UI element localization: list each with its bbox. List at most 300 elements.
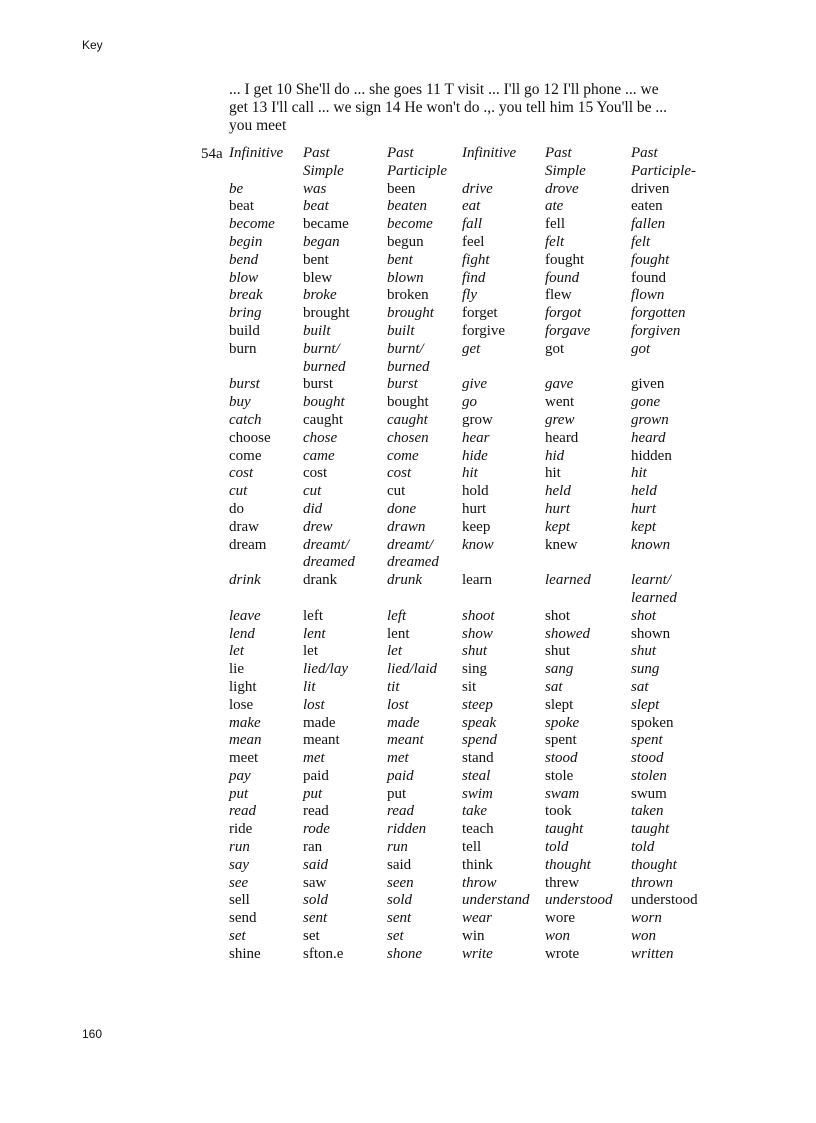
verb-form-cell [545,892,631,910]
verb-form-cell [462,465,545,483]
verb-form-cell [545,198,631,216]
verb-form-cell [545,519,631,537]
cell-line: lost [303,696,325,713]
verb-form-cell [631,448,713,466]
verb-form-cell [387,323,462,341]
verb-form-cell [387,181,462,199]
verb-form-cell [229,483,303,501]
verb-form-cell [303,839,387,857]
cell-line: beat [303,198,329,215]
verb-form-cell [229,465,303,483]
verb-form-cell [545,839,631,857]
verb-form-cell [462,750,545,768]
verb-form-cell [462,715,545,733]
verb-form-cell [462,430,545,448]
verb-form-cell [229,501,303,519]
table-row [229,732,713,750]
verb-form-cell [387,715,462,733]
cell-line: learnt/ [631,572,671,589]
cell-line: find [462,269,486,286]
cell-line: bent [387,251,413,268]
verb-form-cell [545,394,631,412]
verb-form-cell [462,216,545,234]
verb-form-cell [303,412,387,430]
cell-line: hit [462,465,478,482]
cell-line: bought [303,394,345,411]
answer-line: get 13 I'll call ... we sign 14 He won't do .,. you tell him 15 You'll be ... [229,99,668,116]
verb-form-cell [631,323,713,341]
cell-line: feel [462,233,485,250]
cell-line: understood [545,892,613,909]
verb-form-cell [631,679,713,697]
verb-form-cell [387,341,462,377]
verb-form-cell [229,643,303,661]
verb-form-cell [303,857,387,875]
verb-form-cell [631,910,713,928]
table-row [229,305,713,323]
table-row [229,341,713,377]
cell-line: come [387,447,419,464]
verb-form-cell [387,857,462,875]
verb-form-cell [462,198,545,216]
cell-line: meant [387,732,424,749]
verb-form-cell [545,287,631,305]
verb-form-cell [462,608,545,626]
cell-line: Participle- [631,162,696,179]
cell-line: fell [545,216,565,233]
cell-line: forgiven [631,322,681,339]
cell-line: lent [387,625,410,642]
verb-form-cell [462,875,545,893]
verb-form-cell [631,732,713,750]
cell-line: burned [387,358,430,375]
verb-form-cell [229,234,303,252]
verb-form-cell [387,661,462,679]
cell-line: went [545,394,575,411]
verb-form-cell [545,448,631,466]
verb-form-cell [229,892,303,910]
verb-form-cell [303,661,387,679]
verb-form-cell [229,750,303,768]
cell-line: shut [545,643,571,660]
cell-line: learned [631,589,677,606]
verb-form-cell [545,572,631,608]
cell-line: lie [229,661,244,678]
cell-line: took [545,803,572,820]
cell-line: blow [229,269,259,286]
verb-form-cell [229,572,303,608]
cell-line: cut [229,483,248,500]
verb-form-cell [303,198,387,216]
cell-line: forgive [462,322,506,339]
table-row [229,768,713,786]
verb-form-cell [545,323,631,341]
cell-line: think [462,856,493,873]
verb-form-cell [545,430,631,448]
cell-line: shone [387,945,422,962]
verb-form-cell [631,857,713,875]
verb-form-cell [462,821,545,839]
verb-form-cell [462,501,545,519]
cell-line: keep [462,518,491,535]
cell-line: flown [631,287,665,304]
verb-form-cell [545,501,631,519]
cell-line: dreamed [387,554,439,571]
verb-form-cell [462,270,545,288]
verb-form-cell [229,697,303,715]
cell-line: lit [303,678,316,695]
cell-line: understand [462,892,530,909]
verb-form-cell [545,803,631,821]
cell-line: drive [462,180,493,197]
cell-line: stand [462,750,494,767]
verb-form-cell [387,430,462,448]
cell-line: let [387,643,402,660]
verb-form-cell [229,875,303,893]
verb-form-cell [462,448,545,466]
verb-form-cell [387,768,462,786]
cell-line: say [229,856,249,873]
column-header [631,145,713,181]
cell-line: bend [229,251,259,268]
cell-line: Infinitive [229,145,284,161]
verb-form-cell [545,910,631,928]
verb-form-cell [303,252,387,270]
cell-line: met [303,750,325,767]
verb-form-cell [229,626,303,644]
cell-line: paid [303,767,329,784]
cell-line: burn [229,340,257,357]
cell-line: fly [462,287,477,304]
cell-line: pay [229,767,251,784]
cell-line: cut [387,483,406,500]
cell-line: burned [303,358,346,375]
cell-line: threw [545,874,580,891]
verb-form-cell [631,768,713,786]
verb-form-cell [303,821,387,839]
verb-form-cell [462,928,545,946]
verb-form-cell [229,946,303,964]
verb-form-cell [387,839,462,857]
verb-form-cell [229,287,303,305]
table-row [229,750,713,768]
verb-form-cell [229,448,303,466]
cell-line: felt [631,233,651,250]
cell-line: wore [545,910,575,927]
verb-form-cell [303,287,387,305]
answer-line: you meet [229,117,287,134]
cell-line: drunk [387,572,422,589]
cell-line: swim [462,785,493,802]
cell-line: do [229,500,244,517]
table-row [229,626,713,644]
cell-line: heard [631,429,666,446]
cell-line: sat [631,678,649,695]
verb-form-cell [545,270,631,288]
verb-form-cell [387,946,462,964]
cell-line: dreamt/ [303,536,350,553]
table-row [229,465,713,483]
verb-form-cell [303,786,387,804]
verb-form-cell [387,412,462,430]
cell-line: spoken [631,714,674,731]
verb-form-cell [545,234,631,252]
cell-line: drove [545,180,579,197]
verb-form-cell [631,430,713,448]
verb-form-cell [229,679,303,697]
cell-line: told [631,839,655,856]
cell-line: hidden [631,447,672,464]
table-row [229,412,713,430]
verb-form-cell [462,697,545,715]
verb-form-cell [387,483,462,501]
cell-line: eat [462,198,481,215]
cell-line: drawn [387,518,426,535]
table-row [229,181,713,199]
verb-form-cell [303,643,387,661]
cell-line: brought [387,305,434,322]
verb-form-cell [545,946,631,964]
verb-form-cell [303,892,387,910]
verb-form-cell [545,608,631,626]
verb-form-cell [545,750,631,768]
table-row [229,715,713,733]
verb-form-cell [631,305,713,323]
cell-line: Infinitive [462,145,517,161]
verb-form-cell [462,252,545,270]
cell-line: burnt/ [303,340,340,357]
verb-form-cell [303,732,387,750]
cell-line: shot [545,607,571,624]
verb-form-cell [387,608,462,626]
cell-line: stole [545,767,574,784]
verb-form-cell [631,198,713,216]
cell-line: catch [229,411,262,428]
irregular-verbs-table [229,145,713,964]
verb-form-cell [631,892,713,910]
cell-line: burst [303,376,333,393]
cell-line: lied/lay [303,661,348,678]
cell-line: fall [462,216,483,233]
cell-line: ran [303,839,323,856]
cell-line: slept [545,696,574,713]
verb-form-cell [387,198,462,216]
verb-form-cell [303,376,387,394]
verb-form-cell [462,803,545,821]
cell-line: held [545,483,571,500]
cell-line: felt [545,233,565,250]
cell-line: taught [545,821,584,838]
verb-form-cell [303,928,387,946]
verb-form-cell [631,465,713,483]
cell-line: kept [545,518,570,535]
verb-form-cell [303,715,387,733]
verb-form-cell [631,928,713,946]
cell-line: wear [462,910,492,927]
cell-line: written [631,945,674,962]
cell-line: hide [462,447,488,464]
cell-line: light [229,678,257,695]
cell-line: Simple [303,162,344,179]
verb-form-cell [545,715,631,733]
cell-line: hurt [545,500,571,517]
cell-line: held [631,483,657,500]
cell-line: make [229,714,261,731]
cell-line: blew [303,269,333,286]
verb-form-cell [545,376,631,394]
column-header [462,145,545,181]
cell-line: burst [229,376,260,393]
verb-form-cell [229,216,303,234]
cell-line: tell [462,839,482,856]
cell-line: lose [229,696,254,713]
table-row [229,376,713,394]
cell-line: came [303,447,335,464]
verb-form-cell [229,857,303,875]
cell-line: cost [387,465,412,482]
cell-line: meant [303,732,340,749]
verb-form-cell [387,928,462,946]
verb-form-cell [303,501,387,519]
verb-form-cell [545,857,631,875]
cell-line: sang [545,661,574,678]
table-row [229,323,713,341]
cell-line: brought [303,305,350,322]
cell-line: saw [303,874,327,891]
table-row [229,839,713,857]
table-row [229,216,713,234]
cell-line: beat [229,198,254,215]
verb-form-cell [462,412,545,430]
verb-form-cell [303,483,387,501]
cell-line: mean [229,732,262,749]
verb-form-cell [545,786,631,804]
verb-form-cell [229,803,303,821]
verb-form-cell [229,270,303,288]
verb-form-cell [462,661,545,679]
cell-line: hurt [631,500,657,517]
verb-form-cell [229,376,303,394]
cell-line: sung [631,661,660,678]
cell-line: build [229,322,260,339]
verb-form-cell [462,626,545,644]
cell-line: sell [229,892,250,909]
cell-line: became [303,216,349,233]
cell-line: drink [229,572,261,589]
cell-line: steal [462,767,491,784]
verb-form-cell [387,732,462,750]
cell-line: shut [462,643,488,660]
verb-form-cell [387,501,462,519]
cell-line: stood [545,750,578,767]
verb-form-cell [303,448,387,466]
table-row [229,857,713,875]
verb-form-cell [545,483,631,501]
cell-line: sent [387,910,412,927]
verb-form-cell [387,465,462,483]
table-row [229,679,713,697]
cell-line: began [303,233,340,250]
cell-line: know [462,536,494,553]
cell-line: worn [631,910,662,927]
cell-line: shine [229,945,261,962]
verb-form-cell [229,305,303,323]
verb-form-cell [631,661,713,679]
verb-form-cell [462,679,545,697]
cell-line: hit [545,465,561,482]
table-row [229,803,713,821]
cell-line: read [303,803,329,820]
verb-form-cell [631,626,713,644]
table-row [229,928,713,946]
verb-form-cell [462,305,545,323]
verb-form-cell [631,501,713,519]
cell-line: give [462,376,487,393]
cell-line: forgotten [631,305,686,322]
cell-line: given [631,376,665,393]
verb-form-cell [387,892,462,910]
cell-line: fought [631,251,670,268]
verb-form-cell [631,483,713,501]
verb-form-cell [462,519,545,537]
table-row [229,786,713,804]
cell-line: been [387,180,416,197]
verb-form-cell [462,376,545,394]
verb-form-cell [229,198,303,216]
cell-line: cut [303,483,322,500]
page-number: 160 [82,1027,103,1041]
cell-line: run [387,839,408,856]
verb-form-cell [631,537,713,573]
verb-form-cell [631,572,713,608]
column-header [387,145,462,181]
verb-form-cell [545,821,631,839]
verb-form-cell [303,803,387,821]
table-row [229,519,713,537]
verb-form-cell [303,537,387,573]
verb-form-cell [229,181,303,199]
cell-line: built [387,322,415,339]
verb-form-cell [545,661,631,679]
cell-line: heard [545,429,579,446]
cell-line: broke [303,287,337,304]
verb-form-cell [387,786,462,804]
answer-line: ... I get 10 She'll do ... she goes 11 T visit ... I'll go 12 I'll phone ... we [229,81,659,98]
cell-line: come [229,447,262,464]
cell-line: found [545,269,580,286]
cell-line: made [303,714,336,731]
table-row [229,394,713,412]
verb-form-cell [303,608,387,626]
table-row [229,910,713,928]
table-row [229,252,713,270]
table-row [229,875,713,893]
cell-line: grow [462,411,493,428]
cell-line: thrown [631,874,673,891]
cell-line: hold [462,483,489,500]
verb-form-cell [229,252,303,270]
verb-form-cell [631,252,713,270]
cell-line: lost [387,696,409,713]
verb-form-cell [462,287,545,305]
cell-line: hear [462,429,490,446]
cell-line: buy [229,394,251,411]
verb-form-cell [462,483,545,501]
verb-form-cell [303,234,387,252]
verb-form-cell [462,234,545,252]
verb-form-cell [462,857,545,875]
table-row [229,483,713,501]
